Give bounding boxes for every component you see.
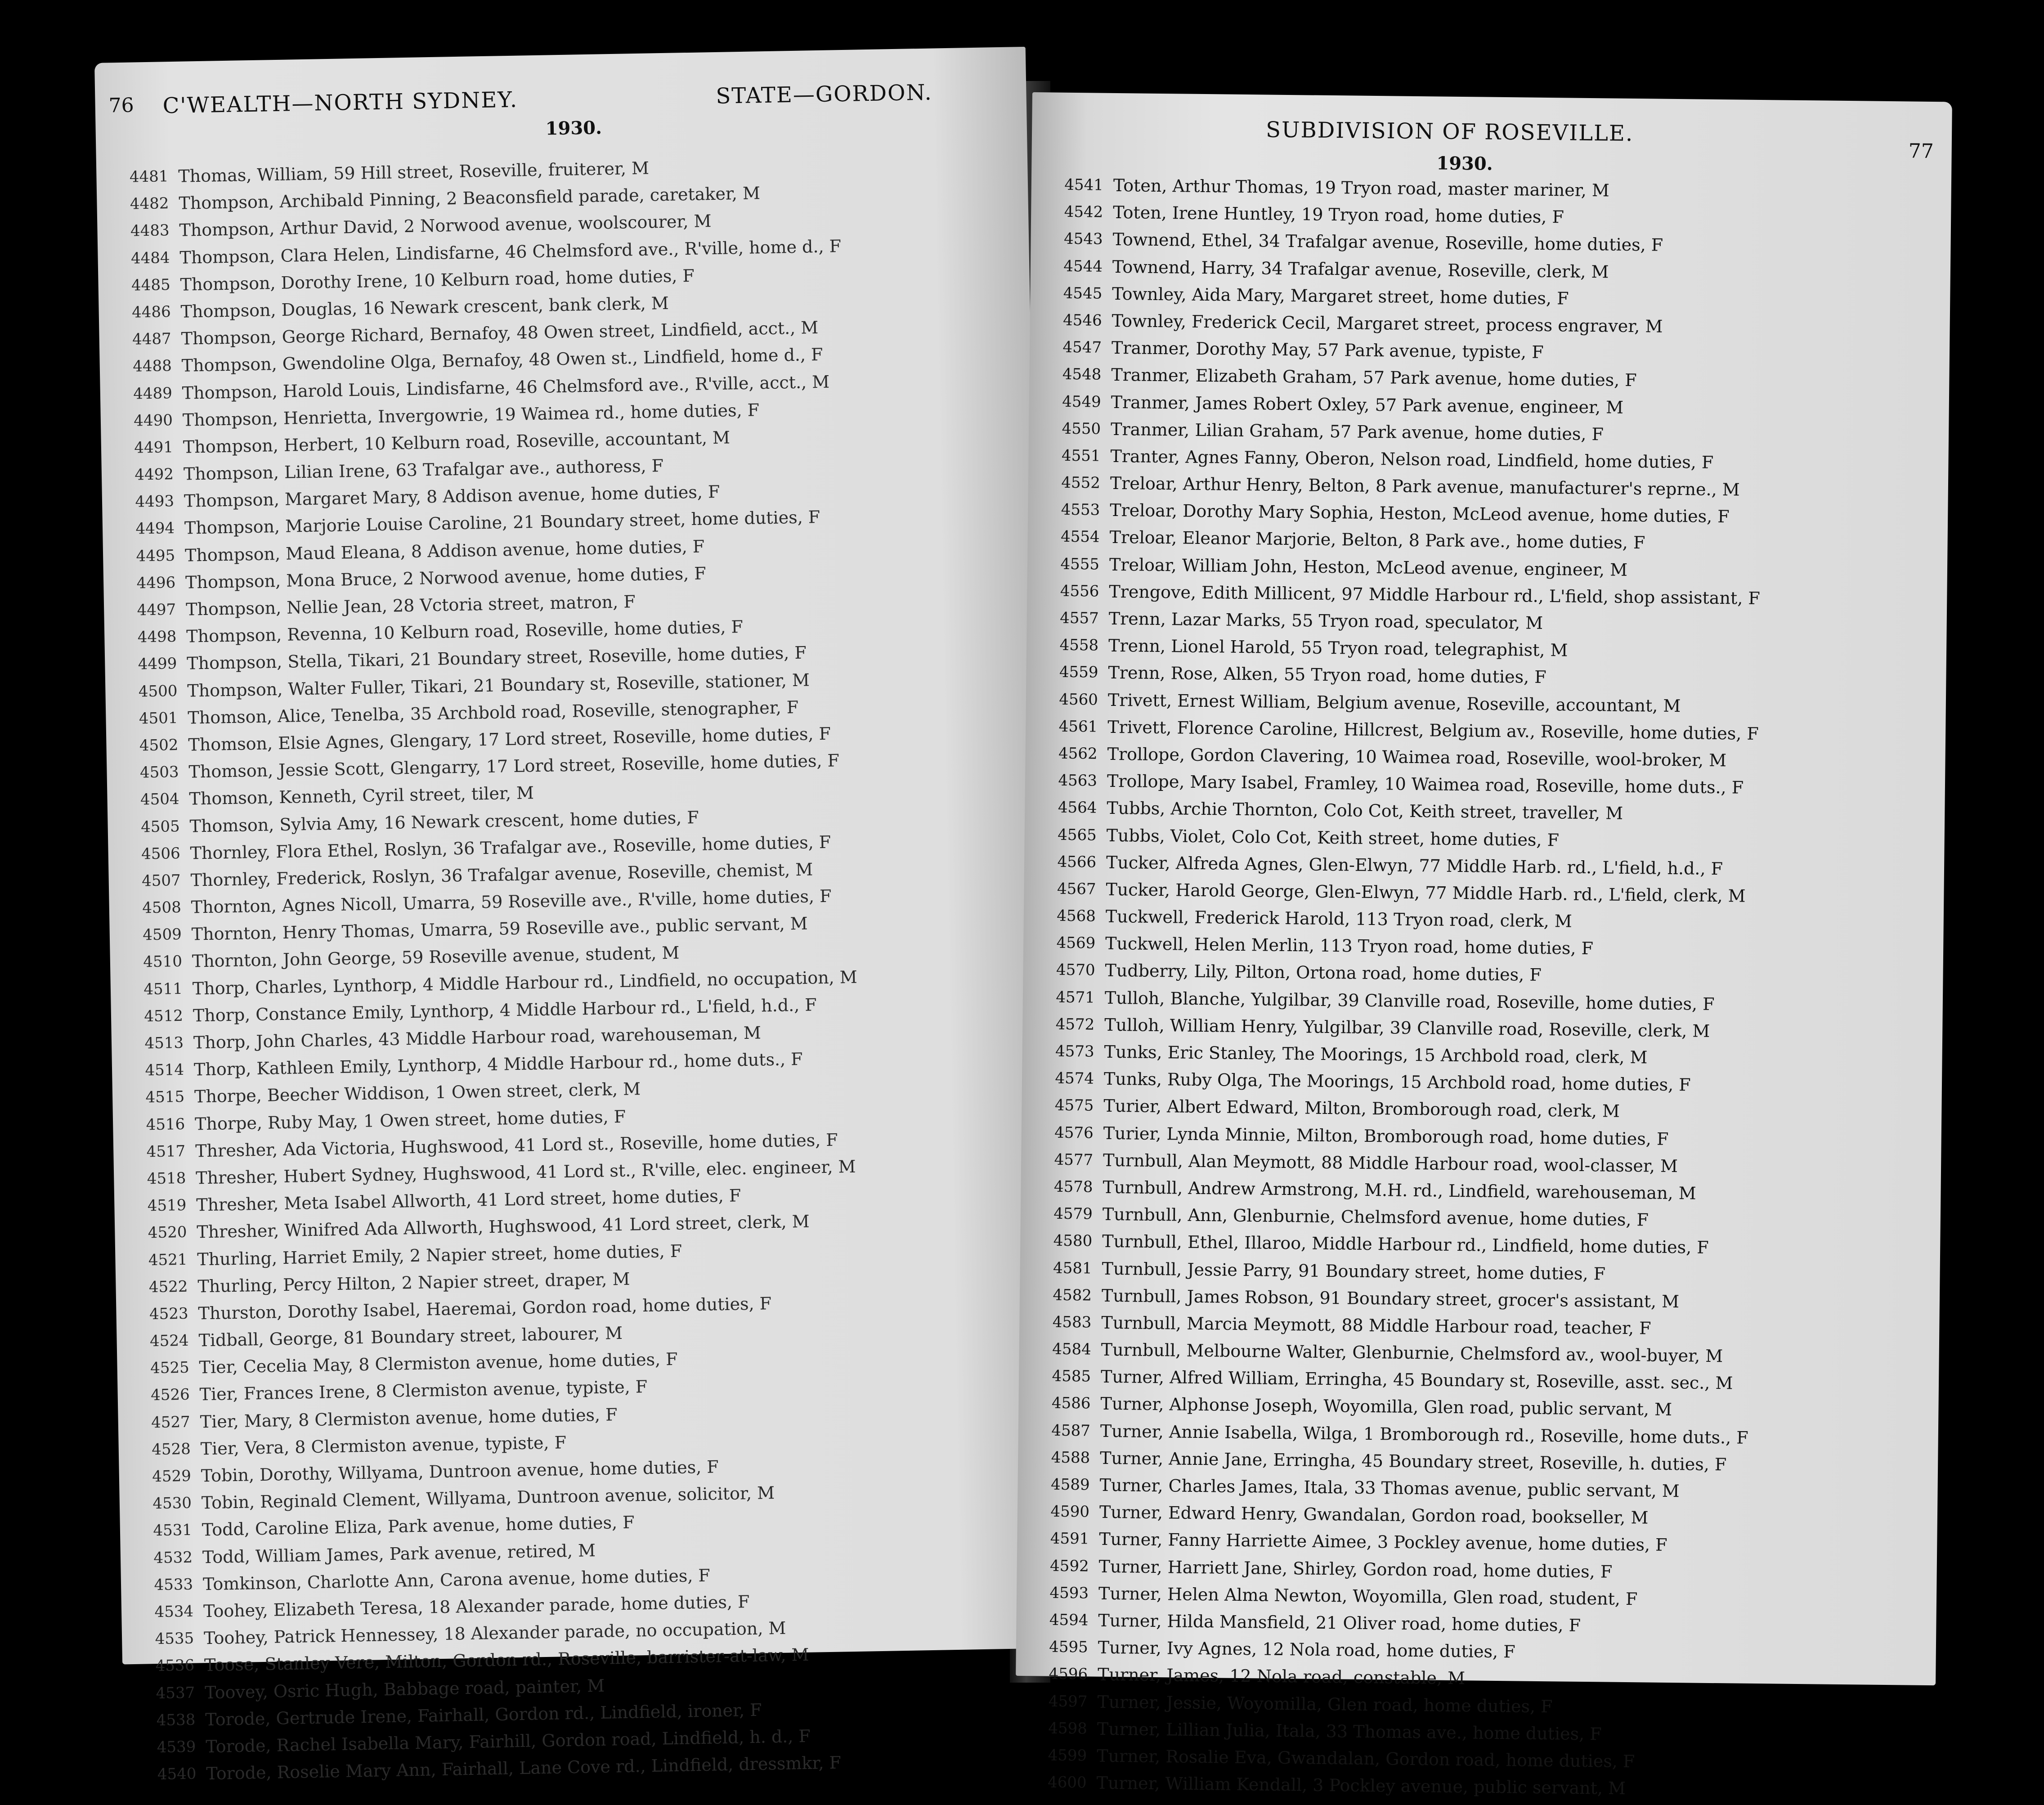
entry-number: 4524	[149, 1331, 189, 1351]
entry-text: Torode, Gertrude Irene, Fairhall, Gordon rd., Lindfield, ironer, F	[205, 1700, 762, 1729]
entry-text: Townley, Aida Mary, Margaret street, home duties, F	[1112, 283, 1569, 309]
entry-text: Tubbs, Violet, Colo Cot, Keith street, home duties, F	[1106, 825, 1560, 850]
entry-text: Thresher, Hubert Sydney, Hughswood, 41 Lord st., R'ville, elec. engineer, M	[195, 1156, 856, 1188]
entry-text: Torode, Roselie Mary Ann, Fairhall, Lane Cove rd., Lindfield, dressmkr, F	[206, 1752, 842, 1784]
entry-number: 4581	[1053, 1259, 1092, 1278]
entry-number: 4546	[1062, 311, 1102, 330]
entry-text: Turnbull, Jessie Parry, 91 Boundary street, home duties, F	[1102, 1258, 1606, 1284]
entry-text: Tranter, Agnes Fanny, Oberon, Nelson road, Lindfield, home duties, F	[1110, 446, 1714, 472]
entry-text: Treloar, Dorothy Mary Sophia, Heston, McLeod avenue, home duties, F	[1110, 500, 1730, 527]
entry-text: Thompson, Margaret Mary, 8 Addison avenue, home duties, F	[184, 482, 720, 511]
entry-text: Thornton, John George, 59 Roseville avenue, student, M	[192, 943, 680, 971]
entry-text: Tobin, Reginald Clement, Willyama, Duntroon avenue, solicitor, M	[201, 1483, 775, 1513]
entry-number: 4534	[154, 1602, 194, 1621]
entry-text: Thompson, Henrietta, Invergowrie, 19 Waimea rd., home duties, F	[182, 400, 760, 430]
left-page-header	[95, 65, 1027, 153]
entry-number: 4501	[139, 709, 178, 728]
entry-number: 4485	[131, 275, 170, 295]
entry-text: Townley, Frederick Cecil, Margaret street, process engraver, M	[1112, 310, 1663, 337]
entry-text: Townend, Ethel, 34 Trafalgar avenue, Roseville, home duties, F	[1112, 229, 1663, 256]
entry-number: 4587	[1051, 1421, 1091, 1440]
entry-number: 4558	[1059, 636, 1099, 655]
entry-number: 4517	[146, 1142, 186, 1161]
entry-number: 4573	[1055, 1042, 1094, 1061]
entry-number: 4570	[1056, 961, 1095, 980]
entry-text: Tulloh, Blanche, Yulgilbar, 39 Clanville road, Roseville, home duties, F	[1104, 988, 1715, 1014]
entry-text: Turnbull, Ethel, Illaroo, Middle Harbour rd., Lindfield, home duties, F	[1102, 1231, 1709, 1258]
entry-text: Turner, William Kendall, 3 Pockley avenue, public servant, M	[1096, 1773, 1626, 1799]
entry-number: 4503	[139, 763, 179, 782]
entry-number: 4588	[1051, 1448, 1090, 1467]
entry-number: 4575	[1054, 1096, 1094, 1115]
entry-number: 4526	[150, 1386, 190, 1405]
entry-text: Thompson, Maud Eleana, 8 Addison avenue, home duties, F	[184, 536, 705, 566]
entry-number: 4582	[1053, 1286, 1092, 1305]
entry-number: 4515	[145, 1088, 185, 1107]
entry-number: 4484	[130, 248, 170, 268]
entry-number: 4596	[1049, 1665, 1088, 1684]
entry-number: 4578	[1053, 1177, 1093, 1196]
entry-text: Thomas, William, 59 Hill street, Roseville, fruiterer, M	[178, 158, 650, 186]
entry-text: Trivett, Florence Caroline, Hillcrest, Belgium av., Roseville, home duties, F	[1107, 717, 1759, 744]
entry-number: 4514	[145, 1061, 184, 1080]
entry-text: Thompson, Harold Louis, Lindisfarne, 46 Chelmsford ave., R'ville, acct., M	[182, 372, 830, 403]
entry-text: Trenn, Rose, Alken, 55 Tryon road, home duties, F	[1108, 663, 1546, 687]
entry-text: Thomson, Kenneth, Cyril street, tiler, M	[189, 783, 534, 809]
entry-text: Tranmer, Lilian Graham, 57 Park avenue, home duties, F	[1110, 419, 1604, 445]
entry-text: Treloar, William John, Heston, McLeod avenue, engineer, M	[1109, 554, 1628, 580]
entry-number: 4490	[134, 411, 173, 430]
entry-number: 4565	[1057, 826, 1097, 844]
entry-number: 4564	[1058, 798, 1097, 817]
entry-text: Toohey, Patrick Hennessey, 18 Alexander parade, no occupation, M	[203, 1618, 786, 1648]
entry-text: Tudberry, Lily, Pilton, Ortona road, home duties, F	[1105, 961, 1542, 985]
entry-number: 4569	[1056, 934, 1096, 952]
entry-text: Trenn, Lionel Harold, 55 Tryon road, telegraphist, M	[1108, 636, 1568, 660]
entry-text: Turner, Ivy Agnes, 12 Nola road, home duties, F	[1098, 1637, 1515, 1662]
entry-number: 4532	[153, 1548, 193, 1567]
page-number: 77	[1908, 139, 1934, 163]
entry-text: Thompson, Douglas, 16 Newark crescent, bank clerk, M	[180, 293, 669, 322]
entry-text: Thompson, Revenna, 10 Kelburn road, Roseville, home duties, F	[186, 617, 744, 647]
entry-number: 4593	[1049, 1584, 1089, 1603]
entry-text: Tucker, Harold George, Glen-Elwyn, 77 Middle Harb. rd., L'field, clerk, M	[1106, 879, 1746, 906]
page-title: SUBDIVISION OF ROSEVILLE.	[1265, 117, 1634, 146]
entry-number: 4519	[147, 1196, 187, 1215]
entry-number: 4527	[151, 1413, 191, 1432]
entry-number: 4537	[156, 1684, 195, 1702]
entry-text: Turner, Harriett Jane, Shirley, Gordon road, home duties, F	[1098, 1556, 1613, 1582]
entry-number: 4555	[1060, 555, 1100, 574]
entries-list	[1032, 171, 1938, 1805]
entry-number: 4512	[144, 1006, 184, 1026]
entry-number: 4522	[148, 1277, 188, 1296]
page-number: 76	[108, 94, 134, 117]
entry-text: Tidball, George, 81 Boundary street, labourer, M	[198, 1323, 623, 1351]
entry-text: Tier, Frances Irene, 8 Clermiston avenue, typiste, F	[199, 1377, 648, 1405]
entry-number: 4567	[1057, 880, 1096, 898]
entry-number: 4505	[140, 817, 180, 836]
entry-number: 4538	[156, 1711, 196, 1729]
entry-text: Thompson, Lilian Irene, 63 Trafalgar ave., authoress, F	[183, 456, 664, 484]
entry-text: Torode, Rachel Isabella Mary, Fairhill, Gordon road, Lindfield, h. d., F	[205, 1726, 811, 1757]
entry-number: 4597	[1048, 1692, 1088, 1711]
entry-text: Thompson, Mona Bruce, 2 Norwood avenue, home duties, F	[185, 563, 707, 593]
entry-text: Turnbull, Alan Meymott, 88 Middle Harbour road, wool-classer, M	[1103, 1150, 1678, 1176]
entry-text: Thompson, Walter Fuller, Tikari, 21 Boundary st, Roseville, stationer, M	[187, 670, 810, 701]
entry-text: Tucker, Alfreda Agnes, Glen-Elwyn, 77 Middle Harb. rd., L'field, h.d., F	[1106, 852, 1723, 879]
entry-number: 4591	[1050, 1529, 1089, 1548]
entry-text: Tulloh, William Henry, Yulgilbar, 39 Clanville road, Roseville, clerk, M	[1104, 1015, 1710, 1041]
entry-text: Thornley, Frederick, Roslyn, 36 Trafalgar avenue, Roseville, chemist, M	[190, 859, 813, 890]
entry-text: Toten, Arthur Thomas, 19 Tryon road, master mariner, M	[1113, 175, 1610, 201]
entry-number: 4547	[1062, 338, 1102, 357]
entry-text: Thorp, Constance Emily, Lynthorp, 4 Middle Harbour rd., L'field, h.d., F	[193, 995, 817, 1026]
entry-text: Turner, Alfred William, Erringha, 45 Boundary st, Roseville, asst. sec., M	[1100, 1367, 1733, 1393]
entry-text: Thornley, Flora Ethel, Roslyn, 36 Trafalgar ave., Roseville, home duties, F	[190, 832, 831, 863]
entry-text: Thompson, Gwendoline Olga, Bernafoy, 48 Owen st., Lindfield, home d., F	[181, 345, 823, 376]
entry-text: Thompson, Dorothy Irene, 10 Kelburn road, home duties, F	[180, 265, 695, 295]
entry-text: Toohey, Elizabeth Teresa, 18 Alexander parade, home duties, F	[203, 1592, 750, 1621]
entry-text: Turner, Annie Isabella, Wilga, 1 Bromborough rd., Roseville, home duts., F	[1100, 1421, 1748, 1448]
entry-number: 4540	[157, 1765, 197, 1784]
entry-number: 4556	[1060, 582, 1099, 601]
entry-number: 4550	[1062, 419, 1101, 438]
entry-number: 4574	[1055, 1069, 1094, 1088]
entry-number: 4521	[148, 1250, 188, 1269]
entry-text: Thomson, Alice, Tenelba, 35 Archbold road, Roseville, stenographer, F	[188, 697, 799, 728]
entries-list	[114, 148, 1042, 1788]
entry-number: 4553	[1061, 500, 1100, 519]
entry-number: 4599	[1048, 1746, 1087, 1765]
entry-number: 4511	[143, 979, 183, 999]
entry-text: Thompson, Marjorie Louise Caroline, 21 Boundary street, home duties, F	[184, 507, 820, 539]
entry-number: 4493	[135, 492, 175, 511]
entry-text: Tier, Cecelia May, 8 Clermiston avenue, home duties, F	[199, 1349, 678, 1378]
entry-text: Trollope, Mary Isabel, Framley, 10 Waimea road, Roseville, home duts., F	[1107, 771, 1744, 798]
entry-number: 4513	[144, 1033, 184, 1053]
entry-number: 4535	[155, 1629, 194, 1648]
entry-text: Tranmer, James Robert Oxley, 57 Park avenue, engineer, M	[1111, 392, 1624, 418]
entry-number: 4561	[1058, 717, 1098, 736]
entry-text: Tranmer, Dorothy May, 57 Park avenue, typiste, F	[1111, 338, 1544, 363]
entry-text: Turner, Hilda Mansfield, 21 Oliver road, home duties, F	[1098, 1610, 1581, 1635]
entry-number: 4533	[154, 1575, 193, 1594]
entry-number: 4594	[1049, 1611, 1089, 1630]
entry-text: Tier, Vera, 8 Clermiston avenue, typiste, F	[200, 1432, 567, 1459]
entry-text: Thomson, Elsie Agnes, Glengary, 17 Lord street, Roseville, home duties, F	[188, 723, 831, 755]
entry-number: 4576	[1054, 1123, 1094, 1142]
entry-text: Turier, Lynda Minnie, Milton, Bromborough road, home duties, F	[1103, 1123, 1669, 1149]
entry-text: Trenn, Lazar Marks, 55 Tryon road, speculator, M	[1108, 608, 1543, 633]
entry-number: 4549	[1062, 392, 1102, 411]
entry-number: 4492	[134, 465, 174, 484]
entry-number: 4592	[1049, 1557, 1089, 1576]
entry-text: Thorpe, Ruby May, 1 Owen street, home duties, F	[194, 1106, 626, 1134]
entry-text: Turner, James, 12 Nola road, constable, M	[1097, 1665, 1466, 1688]
entry-text: Thompson, Clara Helen, Lindisfarne, 46 Chelmsford ave., R'ville, home d., F	[179, 236, 842, 268]
entry-text: Thorp, Kathleen Emily, Lynthorp, 4 Middle Harbour rd., home duts., F	[193, 1049, 803, 1080]
entry-number: 4529	[152, 1467, 192, 1486]
entry-text: Toose, Stanley Vere, Milton, Gordon rd., Roseville, barrister-at-law, M	[204, 1645, 809, 1675]
entry-number: 4481	[129, 167, 169, 186]
entry-number: 4482	[130, 194, 169, 213]
entry-text: Turner, Jessie, Woyomilla, Glen road, home duties, F	[1097, 1692, 1553, 1716]
entry-text: Thorp, Charles, Lynthorp, 4 Middle Harbour rd., Lindfield, no occupation, M	[192, 967, 858, 999]
entry-text: Turnbull, Marcia Meymott, 88 Middle Harbour road, teacher, F	[1101, 1312, 1651, 1338]
entry-number: 4559	[1059, 663, 1098, 682]
entry-text: Turner, Lillian Julia, Itala, 33 Thomas ave., home duties, F	[1097, 1719, 1602, 1744]
entry-text: Tunks, Eric Stanley, The Moorings, 15 Archbold road, clerk, M	[1104, 1042, 1648, 1068]
entry-number: 4500	[138, 682, 178, 701]
entry-text: Thompson, Arthur David, 2 Norwood avenue, woolscourer, M	[179, 211, 712, 241]
entry-number: 4489	[133, 384, 173, 403]
entry-number: 4542	[1064, 202, 1103, 221]
entry-text: Thomson, Jessie Scott, Glengarry, 17 Lord street, Roseville, home duties, F	[188, 750, 840, 782]
entry-number: 4541	[1064, 175, 1104, 194]
entry-number: 4509	[142, 925, 182, 944]
entry-text: Turner, Annie Jane, Erringha, 45 Boundary street, Roseville, h. duties, F	[1099, 1448, 1727, 1475]
entry-number: 4577	[1054, 1150, 1094, 1169]
entry-number: 4504	[140, 790, 179, 809]
entry-number: 4510	[143, 952, 183, 971]
entry-text: Toovey, Osric Hugh, Babbage road, painter, M	[204, 1675, 605, 1702]
entry-text: Townend, Harry, 34 Trafalgar avenue, Roseville, clerk, M	[1112, 256, 1609, 282]
entry-number: 4568	[1057, 907, 1096, 925]
entry-number: 4523	[149, 1304, 188, 1324]
page-title-left: C'WEALTH—NORTH SYDNEY.	[162, 87, 518, 119]
entry-text: Turier, Albert Edward, Milton, Bromborough road, clerk, M	[1103, 1096, 1620, 1122]
entry-number: 4536	[155, 1656, 195, 1675]
entry-text: Thorpe, Beecher Widdison, 1 Owen street, clerk, M	[194, 1079, 641, 1107]
entry-number: 4531	[153, 1521, 193, 1540]
entry-number: 4518	[147, 1169, 186, 1188]
entry-text: Thresher, Winifred Ada Allworth, Hughswood, 41 Lord street, clerk, M	[197, 1211, 810, 1242]
entry-text: Tuckwell, Frederick Harold, 113 Tryon road, clerk, M	[1105, 906, 1573, 931]
entry-number: 4486	[131, 303, 171, 322]
entry-number: 4595	[1049, 1638, 1089, 1657]
left-page	[94, 47, 1053, 1784]
entry-text: Thresher, Meta Isabel Allworth, 41 Lord street, home duties, F	[196, 1185, 741, 1215]
entry-text: Turnbull, Andrew Armstrong, M.H. rd., Lindfield, warehouseman, M	[1103, 1177, 1696, 1203]
entry-number: 4580	[1053, 1231, 1093, 1250]
entry-text: Thomson, Sylvia Amy, 16 Newark crescent, home duties, F	[189, 807, 699, 836]
entry-number: 4525	[150, 1359, 189, 1378]
entry-text: Treloar, Arthur Henry, Belton, 8 Park avenue, manufacturer's reprne., M	[1110, 473, 1740, 500]
entry-text: Turnbull, James Robson, 91 Boundary street, grocer's assistant, M	[1101, 1285, 1680, 1311]
entry-text: Tubbs, Archie Thornton, Colo Cot, Keith street, traveller, M	[1107, 798, 1623, 824]
entry-number: 4496	[136, 573, 176, 593]
entry-number: 4507	[141, 871, 181, 890]
entry-text: Tier, Mary, 8 Clermiston avenue, home duties, F	[200, 1404, 618, 1432]
entry-number: 4589	[1050, 1475, 1090, 1494]
entry-number: 4557	[1060, 609, 1099, 628]
entry-text: Turner, Helen Alma Newton, Woyomilla, Glen road, student, F	[1098, 1583, 1638, 1609]
entry-number: 4572	[1055, 1015, 1095, 1034]
entry-text: Thompson, Herbert, 10 Kelburn road, Roseville, accountant, M	[183, 427, 731, 457]
entry-number: 4566	[1057, 853, 1097, 871]
entry-number: 4554	[1060, 528, 1100, 547]
entry-text: Tomkinson, Charlotte Ann, Carona avenue, home duties, F	[202, 1565, 711, 1594]
entry-number: 4560	[1059, 690, 1098, 709]
entry-text: Thresher, Ada Victoria, Hughswood, 41 Lord st., Roseville, home duties, F	[195, 1130, 838, 1161]
entry-number: 4506	[141, 844, 181, 863]
entry-text: Turner, Edward Henry, Gwandalan, Gordon road, bookseller, M	[1099, 1502, 1649, 1528]
entry-text: Turner, Charles James, Itala, 33 Thomas avenue, public servant, M	[1099, 1475, 1680, 1501]
entry-number: 4495	[136, 546, 175, 566]
entry-number: 4571	[1056, 988, 1095, 1007]
right-page	[1016, 92, 1952, 1799]
page-year: 1930.	[1436, 153, 1493, 175]
entry-number: 4586	[1051, 1394, 1091, 1413]
entry-text: Thornton, Agnes Nicoll, Umarra, 59 Roseville ave., R'ville, home duties, F	[191, 886, 832, 917]
entry-text: Trivett, Ernest William, Belgium avenue, Roseville, accountant, M	[1107, 690, 1681, 716]
entry-number: 4497	[137, 601, 176, 620]
entry-number: 4539	[157, 1738, 196, 1757]
page-year: 1930.	[545, 117, 602, 139]
entry-number: 4516	[146, 1115, 185, 1134]
entry-text: Turnbull, Ann, Glenburnie, Chelmsford avenue, home duties, F	[1102, 1204, 1649, 1230]
entry-number: 4487	[132, 330, 172, 349]
entry-text: Turner, Fanny Harriette Aimee, 3 Pockley avenue, home duties, F	[1099, 1529, 1667, 1555]
entry-text: Trengove, Edith Millicent, 97 Middle Harbour rd., L'field, shop assistant, F	[1109, 581, 1760, 608]
entry-text: Thompson, George Richard, Bernafoy, 48 Owen street, Lindfield, acct., M	[181, 318, 819, 349]
entry-text: Tuckwell, Helen Merlin, 113 Tryon road, home duties, F	[1105, 934, 1594, 959]
entry-text: Thorp, John Charles, 43 Middle Harbour road, warehouseman, M	[193, 1023, 762, 1053]
entry-number: 4585	[1052, 1367, 1091, 1386]
entry-text: Thompson, Stella, Tikari, 21 Boundary street, Roseville, home duties, F	[186, 642, 807, 674]
entry-number: 4590	[1050, 1502, 1090, 1521]
entry-number: 4483	[130, 221, 170, 241]
entry-number: 4562	[1058, 744, 1098, 763]
entry-number: 4530	[152, 1494, 192, 1513]
entry-number: 4488	[132, 357, 172, 376]
entry-number: 4600	[1047, 1773, 1087, 1792]
entry-number: 4508	[142, 898, 182, 917]
entry-text: Thornton, Henry Thomas, Umarra, 59 Roseville ave., public servant, M	[191, 913, 808, 944]
entry-text: Turnbull, Melbourne Walter, Glenburnie, Chelmsford av., wool-buyer, M	[1101, 1339, 1723, 1366]
entry-text: Trollope, Gordon Clavering, 10 Waimea road, Roseville, wool-broker, M	[1107, 744, 1727, 771]
entry-text: Turner, Alphonse Joseph, Woyomilla, Glen road, public servant, M	[1100, 1394, 1672, 1420]
entry-number: 4579	[1053, 1204, 1093, 1223]
entry-text: Tunks, Ruby Olga, The Moorings, 15 Archbold road, home duties, F	[1103, 1069, 1691, 1095]
entry-number: 4552	[1061, 473, 1101, 492]
entry-text: Thompson, Nellie Jean, 28 Vctoria street, matron, F	[185, 592, 636, 620]
entry-text: Thurling, Percy Hilton, 2 Napier street, draper, M	[197, 1269, 630, 1297]
entry-text: Todd, William James, Park avenue, retired, M	[202, 1540, 596, 1567]
entry-number: 4584	[1052, 1340, 1091, 1359]
entry-text: Turner, Rosalie Eva, Gwandalan, Gordon road, home duties, F	[1097, 1746, 1635, 1772]
entry-number: 4545	[1063, 284, 1103, 303]
entry-text: Thompson, Archibald Pinning, 2 Beaconsfield parade, caretaker, M	[179, 183, 761, 213]
entry-text: Treloar, Eleanor Marjorie, Belton, 8 Park ave., home duties, F	[1109, 527, 1645, 553]
entry-number: 4502	[139, 736, 179, 755]
entry-text: Tranmer, Elizabeth Graham, 57 Park avenue, home duties, F	[1111, 365, 1637, 391]
entry-number: 4499	[138, 655, 177, 674]
entry-number: 4583	[1052, 1313, 1092, 1332]
entry-number: 4494	[135, 519, 175, 538]
entry-text: Tobin, Dorothy, Willyama, Duntroon avenue, home duties, F	[201, 1457, 719, 1486]
entry-number: 4563	[1058, 771, 1098, 790]
entry-number: 4598	[1048, 1719, 1088, 1738]
entry-text: Thurling, Harriet Emily, 2 Napier street, home duties, F	[197, 1241, 682, 1269]
entry-number: 4544	[1063, 257, 1103, 276]
entry-number: 4491	[134, 438, 174, 457]
entry-number: 4498	[137, 628, 177, 647]
entry-text: Toten, Irene Huntley, 19 Tryon road, home duties, F	[1112, 202, 1564, 227]
entry-number: 4551	[1061, 446, 1101, 465]
entry-text: Todd, Caroline Eliza, Park avenue, home duties, F	[202, 1512, 635, 1540]
entry-number: 4528	[151, 1440, 191, 1459]
entry-text: Thurston, Dorothy Isabel, Haeremai, Gordon road, home duties, F	[198, 1293, 772, 1324]
entry-number: 4543	[1063, 230, 1103, 249]
page-title-right: STATE—GORDON.	[716, 80, 933, 109]
entry-number: 4520	[148, 1223, 187, 1242]
entry-number: 4548	[1062, 365, 1102, 384]
